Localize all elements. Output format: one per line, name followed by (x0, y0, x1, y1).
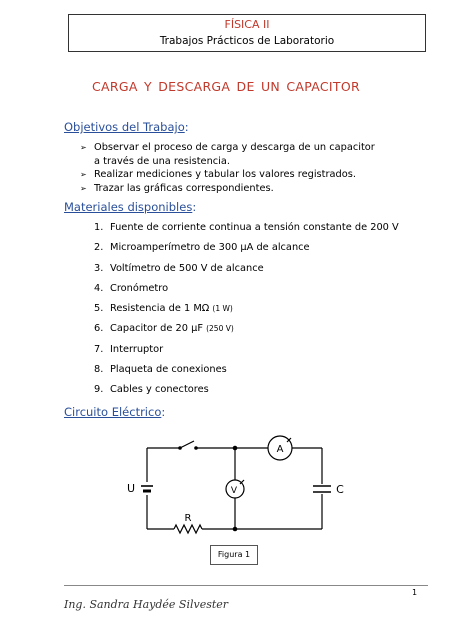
item-text: Interruptor (110, 343, 164, 355)
resistor-label: R (184, 513, 192, 524)
objective-text: Trazar las gráficas correspondientes. (94, 182, 274, 194)
item-number: 6. (94, 323, 104, 335)
item-note: (1 W) (212, 304, 233, 314)
switch-contact (178, 446, 182, 450)
item-text: Voltímetro de 500 V de alcance (110, 262, 264, 274)
voltmeter-label: V (230, 486, 238, 496)
item-number: 2. (94, 242, 104, 254)
figure-caption: Figura 1 (210, 545, 258, 565)
circuit-heading-colon: : (161, 405, 166, 419)
capacitor-label: C (336, 483, 344, 496)
course-subtitle: Trabajos Prácticos de Laboratorio (159, 35, 335, 47)
item-number: 8. (94, 364, 104, 376)
source-label: U (126, 482, 136, 495)
objective-text: Observar el proceso de carga y descarga de un capacitor (94, 142, 375, 153)
course-title: FÍSICA II (224, 18, 270, 31)
item-number: 4. (94, 282, 104, 294)
item-note: (250 V) (206, 324, 234, 334)
arrow-bullet-icon: ➢ (80, 170, 87, 179)
item-number: 5. (94, 303, 104, 315)
author-name: Ing. Sandra Haydée Silvester (64, 598, 229, 611)
objectives-heading-text: Objetivos del Trabajo (64, 120, 185, 134)
circuit-heading-text: Circuito Eléctrico (64, 405, 162, 419)
item-text: Microamperímetro de 300 μA de alcance (110, 242, 310, 254)
item-text: Plaqueta de conexiones (110, 364, 227, 376)
footer-divider (64, 585, 428, 586)
materials-heading-colon: : (192, 200, 197, 214)
item-text: Fuente de corriente continua a tensión constante de 200 V (110, 222, 399, 233)
objective-text-continued: a través de una resistencia. (94, 155, 231, 167)
item-text: Capacitor de 20 μF (110, 323, 203, 335)
junction-dot (233, 527, 238, 532)
ammeter-label: A (276, 444, 284, 455)
arrow-bullet-icon: ➢ (80, 183, 87, 193)
item-text: Cronómetro (110, 282, 169, 294)
materials-heading-text: Materiales disponibles (64, 200, 193, 214)
switch-contact (194, 446, 198, 450)
junction-dot (233, 446, 238, 451)
arrow-bullet-icon: ➢ (80, 143, 87, 152)
objective-text: Realizar mediciones y tabular los valores registrados. (94, 169, 356, 180)
item-number: 9. (94, 384, 104, 396)
page-title: CARGA Y DESCARGA DE UN CAPACITOR (92, 79, 360, 94)
item-text: Resistencia de 1 MΩ (110, 303, 210, 315)
item-number: 1. (94, 222, 104, 233)
objectives-heading-colon: : (184, 120, 189, 134)
item-number: 3. (94, 262, 104, 274)
page-number: 1 (412, 588, 418, 597)
resistor-symbol (174, 525, 202, 533)
item-number: 7. (94, 343, 104, 355)
switch-blade (180, 441, 194, 448)
item-text: Cables y conectores (110, 384, 209, 396)
